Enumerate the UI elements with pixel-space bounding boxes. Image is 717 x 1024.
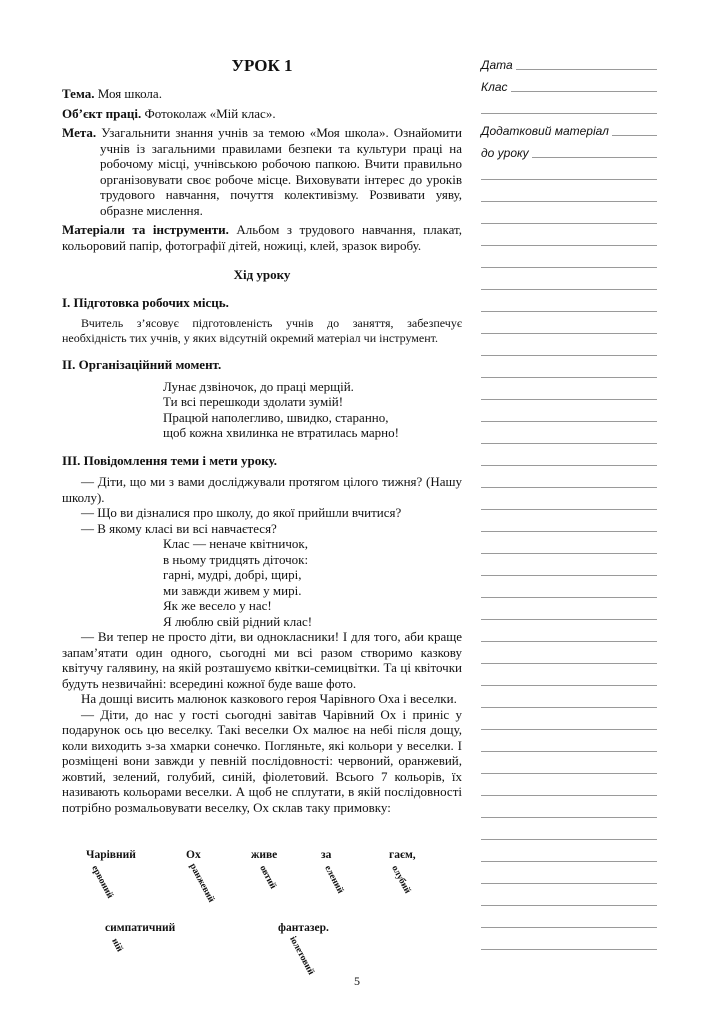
poem-line: в ньому тридцять діточок: (163, 551, 309, 567)
section-2-heading: ІІ. Організаційний момент. (62, 357, 222, 372)
note-line (481, 333, 657, 334)
lesson-label: до уроку (481, 146, 532, 160)
note-line (481, 113, 657, 114)
note-line (481, 509, 657, 510)
note-line (481, 905, 657, 906)
question-1: — Діти, що ми з вами досліджували протягом цілого тижня? (Нашу школу). (62, 474, 462, 505)
question-2: — Що ви дізналися про школу, до якої прийшли вчитися? (81, 505, 402, 520)
mnemonic-word: симпатичний (105, 922, 176, 934)
mnemonic-ending: іолетовий (287, 935, 316, 977)
note-line (481, 201, 657, 202)
note-line (481, 949, 657, 950)
poem-2 (163, 536, 462, 629)
note-line (481, 773, 657, 774)
poem-line: ми завжди живем у мирі. (163, 582, 302, 598)
materials-label: Матеріали та інструменти. (62, 222, 229, 237)
mnemonic-ending: ній (109, 937, 125, 954)
paragraph-board: На дошці висить малюнок казкового героя Чарівного Оха і веселки. (81, 691, 457, 706)
mnemonic-ending: ервоний (89, 864, 115, 901)
mnemonic-word: живе (251, 849, 278, 861)
materials-field (62, 222, 462, 253)
note-line (481, 597, 657, 598)
materials-value: Альбом з трудового навчання, плакат, кольоровий папір, фотографії дітей, ножиці, клей, зразок виробу. (62, 222, 463, 253)
note-line (481, 487, 657, 488)
section-1-heading: І. Підготовка робочих місць. (62, 294, 229, 310)
note-line (481, 685, 657, 686)
note-line (481, 531, 657, 532)
note-line (481, 575, 657, 576)
note-line (481, 817, 657, 818)
note-line (481, 927, 657, 928)
lesson-content (62, 56, 462, 815)
note-line (481, 443, 657, 444)
note-line (481, 179, 657, 180)
class-label: Клас (481, 80, 511, 94)
extra-material-label: Додатковий матеріал (481, 124, 612, 138)
topic-label: Тема. (62, 86, 95, 101)
note-line (481, 465, 657, 466)
note-line (481, 223, 657, 224)
mnemonic-ending: елений (322, 864, 346, 896)
date-label: Дата (481, 58, 516, 72)
question-3: — В якому класі ви всі навчаєтеся? (81, 520, 277, 536)
note-line (481, 641, 657, 642)
note-line (481, 355, 657, 356)
poem-line: Лунає дзвіночок, до праці мерщій. (163, 378, 354, 394)
object-field (62, 106, 462, 122)
poem-1 (163, 379, 462, 441)
mnemonic-word: Чарівний (86, 849, 136, 861)
poem-line: Як же весело у нас! (163, 598, 272, 613)
poem-line: Клас — неначе квітничок, (163, 536, 308, 551)
note-line (481, 311, 657, 312)
note-line (481, 839, 657, 840)
section-1-text: Вчитель з’ясовує підготовленість учнів до заняття, забезпечує необхідність тих учнів, у яких відсутній окремий матеріал чи інструмент. (62, 316, 462, 345)
poem-line: Працюй наполегливо, швидко, старанно, (163, 409, 389, 425)
mnemonic-ending: ранжевий (187, 862, 216, 905)
mnemonic-word: за (321, 849, 332, 861)
course-heading: Хід уроку (233, 267, 291, 282)
mnemonic-ending: овтий (257, 864, 278, 891)
poem-line: Я люблю свій рідний клас! (163, 613, 313, 629)
note-line (481, 267, 657, 268)
note-line (481, 663, 657, 664)
object-label: Об’єкт праці. (62, 105, 142, 121)
note-line (481, 289, 657, 290)
object-value: Фотоколаж «Мій клас». (144, 105, 276, 121)
poem-line: Ти всі перешкоди здолати зумій! (163, 394, 344, 409)
note-line (481, 245, 657, 246)
note-line (481, 399, 657, 400)
goal-value: Узагальнити знання учнів за темою «Моя школа». Ознайомити учнів із загальними правилами безпеки та культури праці на робочому місці, учнівською робочою папкою. Вчити правильно організовувати своє робоче місце. Виховувати інтерес до уроків трудового навчання, почуття колективізму. Розвивати уяву, образне мислення. (100, 125, 462, 218)
paragraph-classmates: — Ви тепер не просто діти, ви однокласники! І для того, аби краще запам’ятати один одного, сьогодні ми всі разом створимо казкову квітучу галявину, на якій розташуємо квітки-семицвітки. Та ці квіточки будуть незвичайні: всередині кожної буде ваше фото. (62, 629, 462, 691)
topic-field (62, 86, 462, 102)
mnemonic-word: гаєм, (389, 849, 416, 861)
paragraph-rainbow: — Діти, до нас у гості сьогодні завітав Чарівний Ох і приніс у подарунок ось цю веселку. Такі веселки Ох малює на небі після дощу, коли виходить з-за хмарки сонечко. Погляньте, які кольори у веселки. І розміщені вони завжди у певній послідовності: червоний, оранжевий, жовтий, зелений, голубий, синій, фіолетовий. Всього 7 кольорів, їх називають кольорами веселки. А щоб не сплутати, в якій послідовності потрібно розмальовувати веселку, Ох склав таку примовку: (62, 706, 462, 815)
note-line (481, 883, 657, 884)
poem-line: щоб кожна хвилинка не втратилась марно! (163, 425, 399, 440)
mnemonic-word: фантазер. (278, 922, 329, 934)
note-line (481, 861, 657, 862)
topic-value: Моя школа. (97, 86, 162, 101)
mnemonic-ending: олубий (389, 864, 413, 896)
note-line (481, 729, 657, 730)
note-line (481, 707, 657, 708)
note-line (481, 619, 657, 620)
note-line (481, 751, 657, 752)
poem-line: гарні, мудрі, добрі, щирі, (163, 567, 302, 582)
note-line (481, 553, 657, 554)
lesson-title: УРОК 1 (231, 56, 293, 75)
goal-field (62, 125, 462, 218)
goal-label: Мета. (62, 125, 97, 140)
note-line (481, 421, 657, 422)
page-number: 5 (354, 974, 360, 988)
section-3-heading: ІІІ. Повідомлення теми і мети уроку. (62, 452, 277, 468)
note-line (481, 377, 657, 378)
mnemonic-word: Ох (186, 849, 201, 861)
note-line (481, 795, 657, 796)
